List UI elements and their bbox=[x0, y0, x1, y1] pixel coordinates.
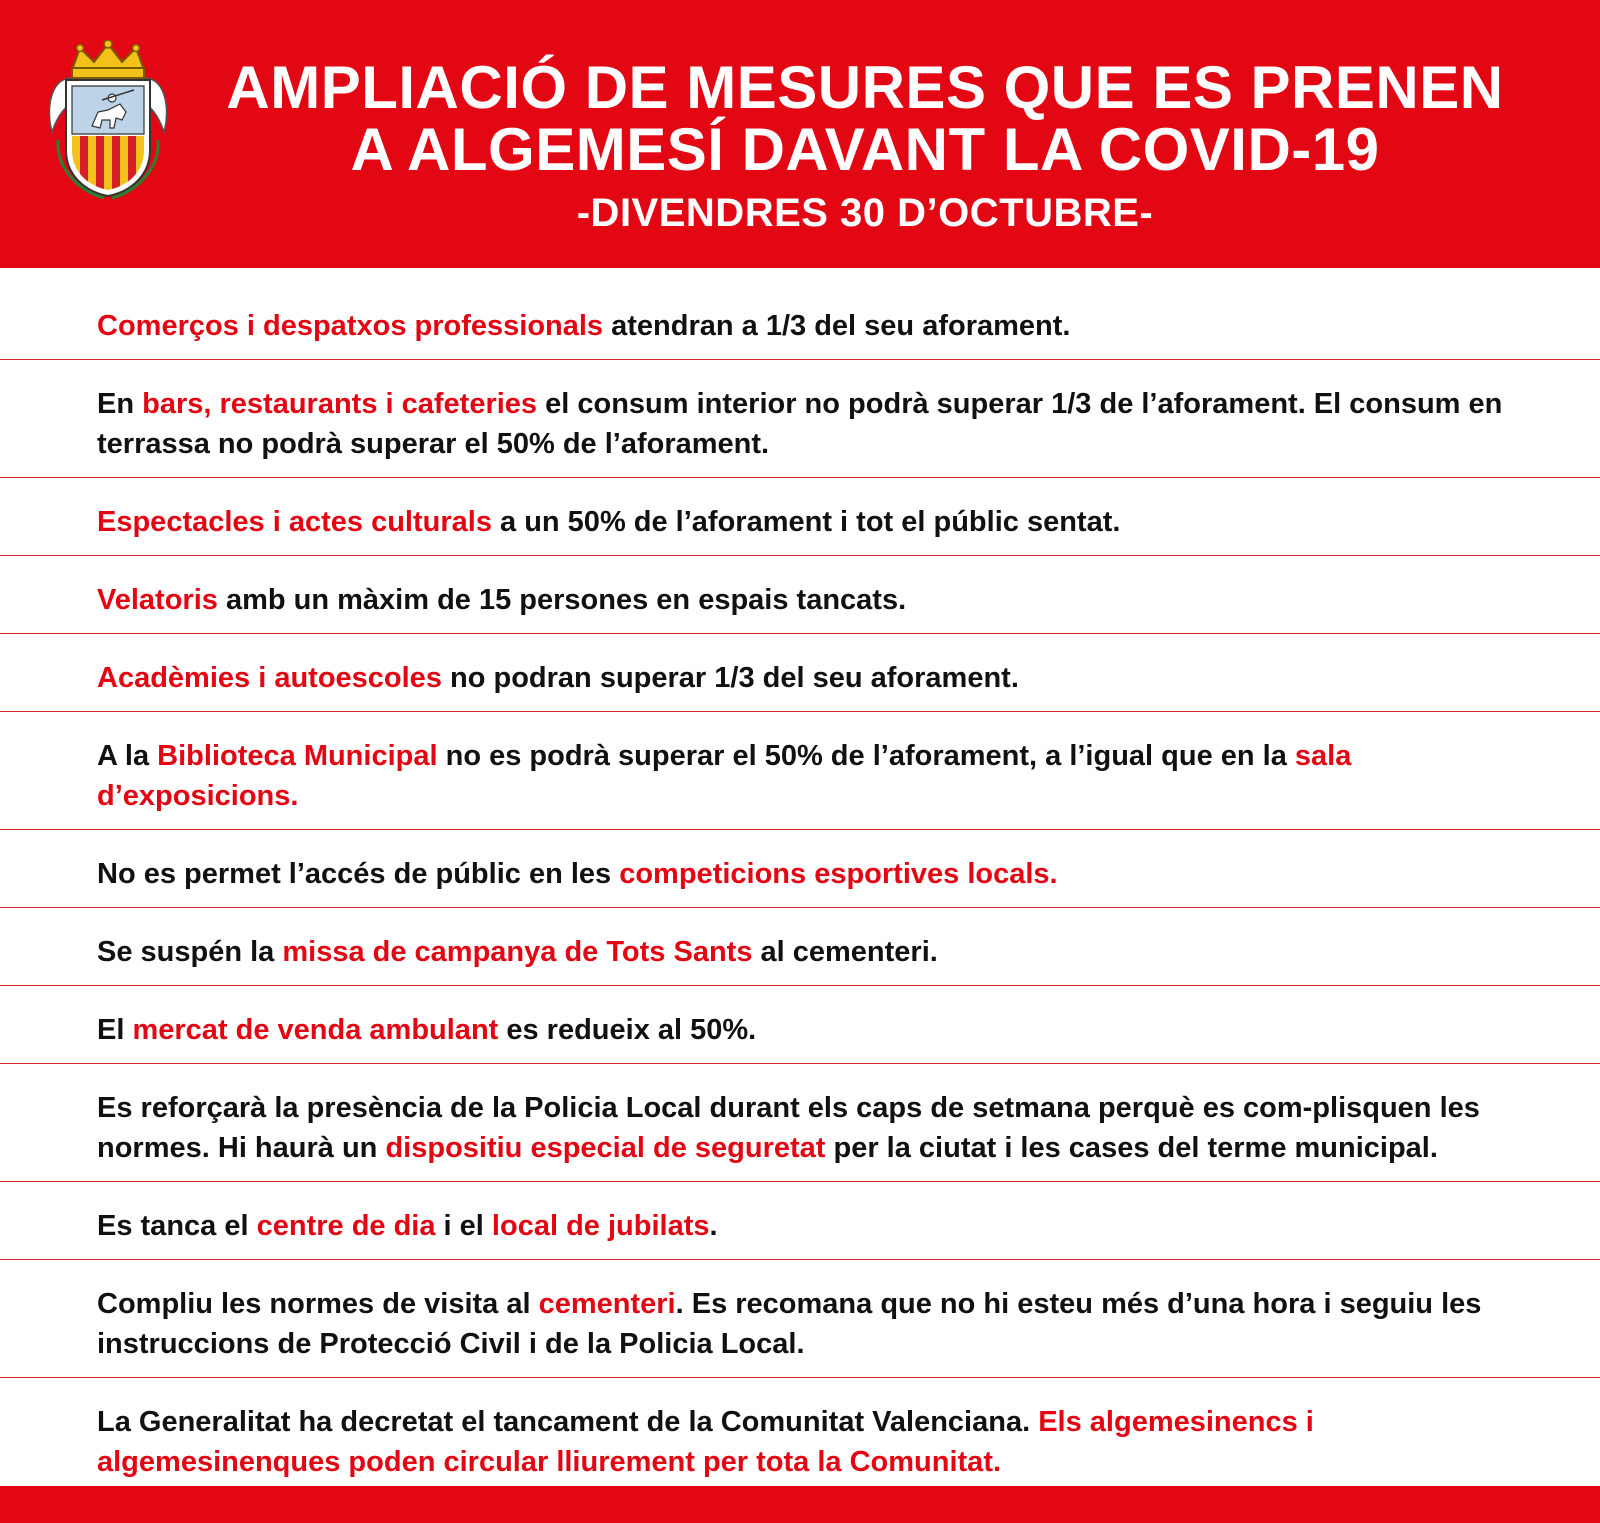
highlighted-text: cementeri bbox=[538, 1288, 676, 1320]
measure-text: a un 50% de l’aforament i tot el públic sentat. bbox=[491, 506, 1121, 538]
highlighted-text: Espectacles i actes culturals bbox=[97, 506, 492, 538]
highlighted-text: Biblioteca Municipal bbox=[157, 740, 438, 772]
measure-text: Es tanca el bbox=[97, 1210, 257, 1242]
measure-text: Es reforçarà la presència de la Policia Local durant els caps de setmana perquè es com-plisquen les normes. Hi haurà un bbox=[97, 1092, 1480, 1164]
measure-text: per la ciutat i les cases del terme municipal. bbox=[825, 1132, 1438, 1164]
measure-text: i el bbox=[435, 1210, 492, 1242]
measure-item bbox=[0, 1000, 1600, 1064]
measure-text: no podran superar 1/3 del seu aforament. bbox=[441, 662, 1019, 694]
highlighted-text: centre de dia bbox=[256, 1210, 436, 1242]
measure-item bbox=[0, 570, 1600, 634]
highlighted-text: bars, restaurants i cafeteries bbox=[142, 388, 538, 420]
measure-item bbox=[0, 648, 1600, 712]
measure-text: Se suspén la bbox=[97, 936, 283, 968]
highlighted-text: competicions esportives locals. bbox=[619, 858, 1058, 890]
measure-text: atendran a 1/3 del seu aforament. bbox=[603, 310, 1071, 342]
highlighted-text: Els algemesinencs i algemesinenques poden circular lliurement per tota la Comunitat. bbox=[97, 1406, 1314, 1478]
measure-item bbox=[0, 374, 1600, 478]
measure-text: El bbox=[97, 1014, 133, 1046]
measure-text: Compliu les normes de visita al bbox=[97, 1288, 539, 1320]
highlighted-text: sala d’exposicions. bbox=[97, 740, 1352, 812]
measure-item bbox=[0, 1078, 1600, 1182]
measure-item bbox=[0, 726, 1600, 830]
date-subtitle: -DIVENDRES 30 D’OCTUBRE- bbox=[576, 191, 1154, 235]
measure-text: es redueix al 50%. bbox=[498, 1014, 757, 1046]
measure-text: no es podrà superar el 50% de l’aforament, a l’igual que en la bbox=[437, 740, 1295, 772]
measure-item bbox=[0, 1196, 1600, 1260]
highlighted-text: Velatoris bbox=[97, 584, 218, 616]
measure-item bbox=[0, 1392, 1600, 1495]
highlighted-text: local de jubilats bbox=[491, 1210, 710, 1242]
measure-item bbox=[0, 922, 1600, 986]
footer-bar bbox=[0, 1486, 1600, 1523]
measure-text: al cementeri. bbox=[752, 936, 938, 968]
highlighted-text: Acadèmies i autoescoles bbox=[97, 662, 442, 694]
highlighted-text: dispositiu especial de seguretat bbox=[385, 1132, 826, 1164]
measure-text: el consum interior no podrà superar 1/3 de l’aforament. El consum en terrassa no podrà superar el 50% de l’aforament. bbox=[97, 388, 1503, 460]
highlighted-text: missa de campanya de Tots Sants bbox=[282, 936, 753, 968]
measure-item bbox=[0, 844, 1600, 908]
measure-text: No es permet l’accés de públic en les bbox=[97, 858, 620, 890]
page-title-line-2: A ALGEMESÍ DAVANT LA COVID-19 bbox=[350, 116, 1380, 183]
measure-text: amb un màxim de 15 persones en espais tancats. bbox=[217, 584, 907, 616]
measure-text: A la bbox=[97, 740, 158, 772]
measure-item bbox=[0, 492, 1600, 556]
measure-text: La Generalitat ha decretat el tancament de la Comunitat Valenciana. bbox=[97, 1406, 1039, 1438]
measure-text: . Es recomana que no hi esteu més d’una hora i seguiu les instruccions de Protecció Civil i de la Policia Local. bbox=[97, 1288, 1482, 1360]
page-title-line-1: AMPLIACIÓ DE MESURES QUE ES PRENEN bbox=[226, 54, 1504, 121]
measure-item bbox=[0, 1274, 1600, 1378]
measure-item bbox=[0, 296, 1600, 360]
measures-list bbox=[0, 296, 1600, 1509]
measure-text: En bbox=[97, 388, 143, 420]
header-banner bbox=[0, 0, 1600, 268]
town-crest-icon bbox=[42, 40, 174, 200]
measure-text: . bbox=[709, 1210, 718, 1242]
highlighted-text: mercat de venda ambulant bbox=[132, 1014, 499, 1046]
highlighted-text: Comerços i despatxos professionals bbox=[97, 310, 604, 342]
